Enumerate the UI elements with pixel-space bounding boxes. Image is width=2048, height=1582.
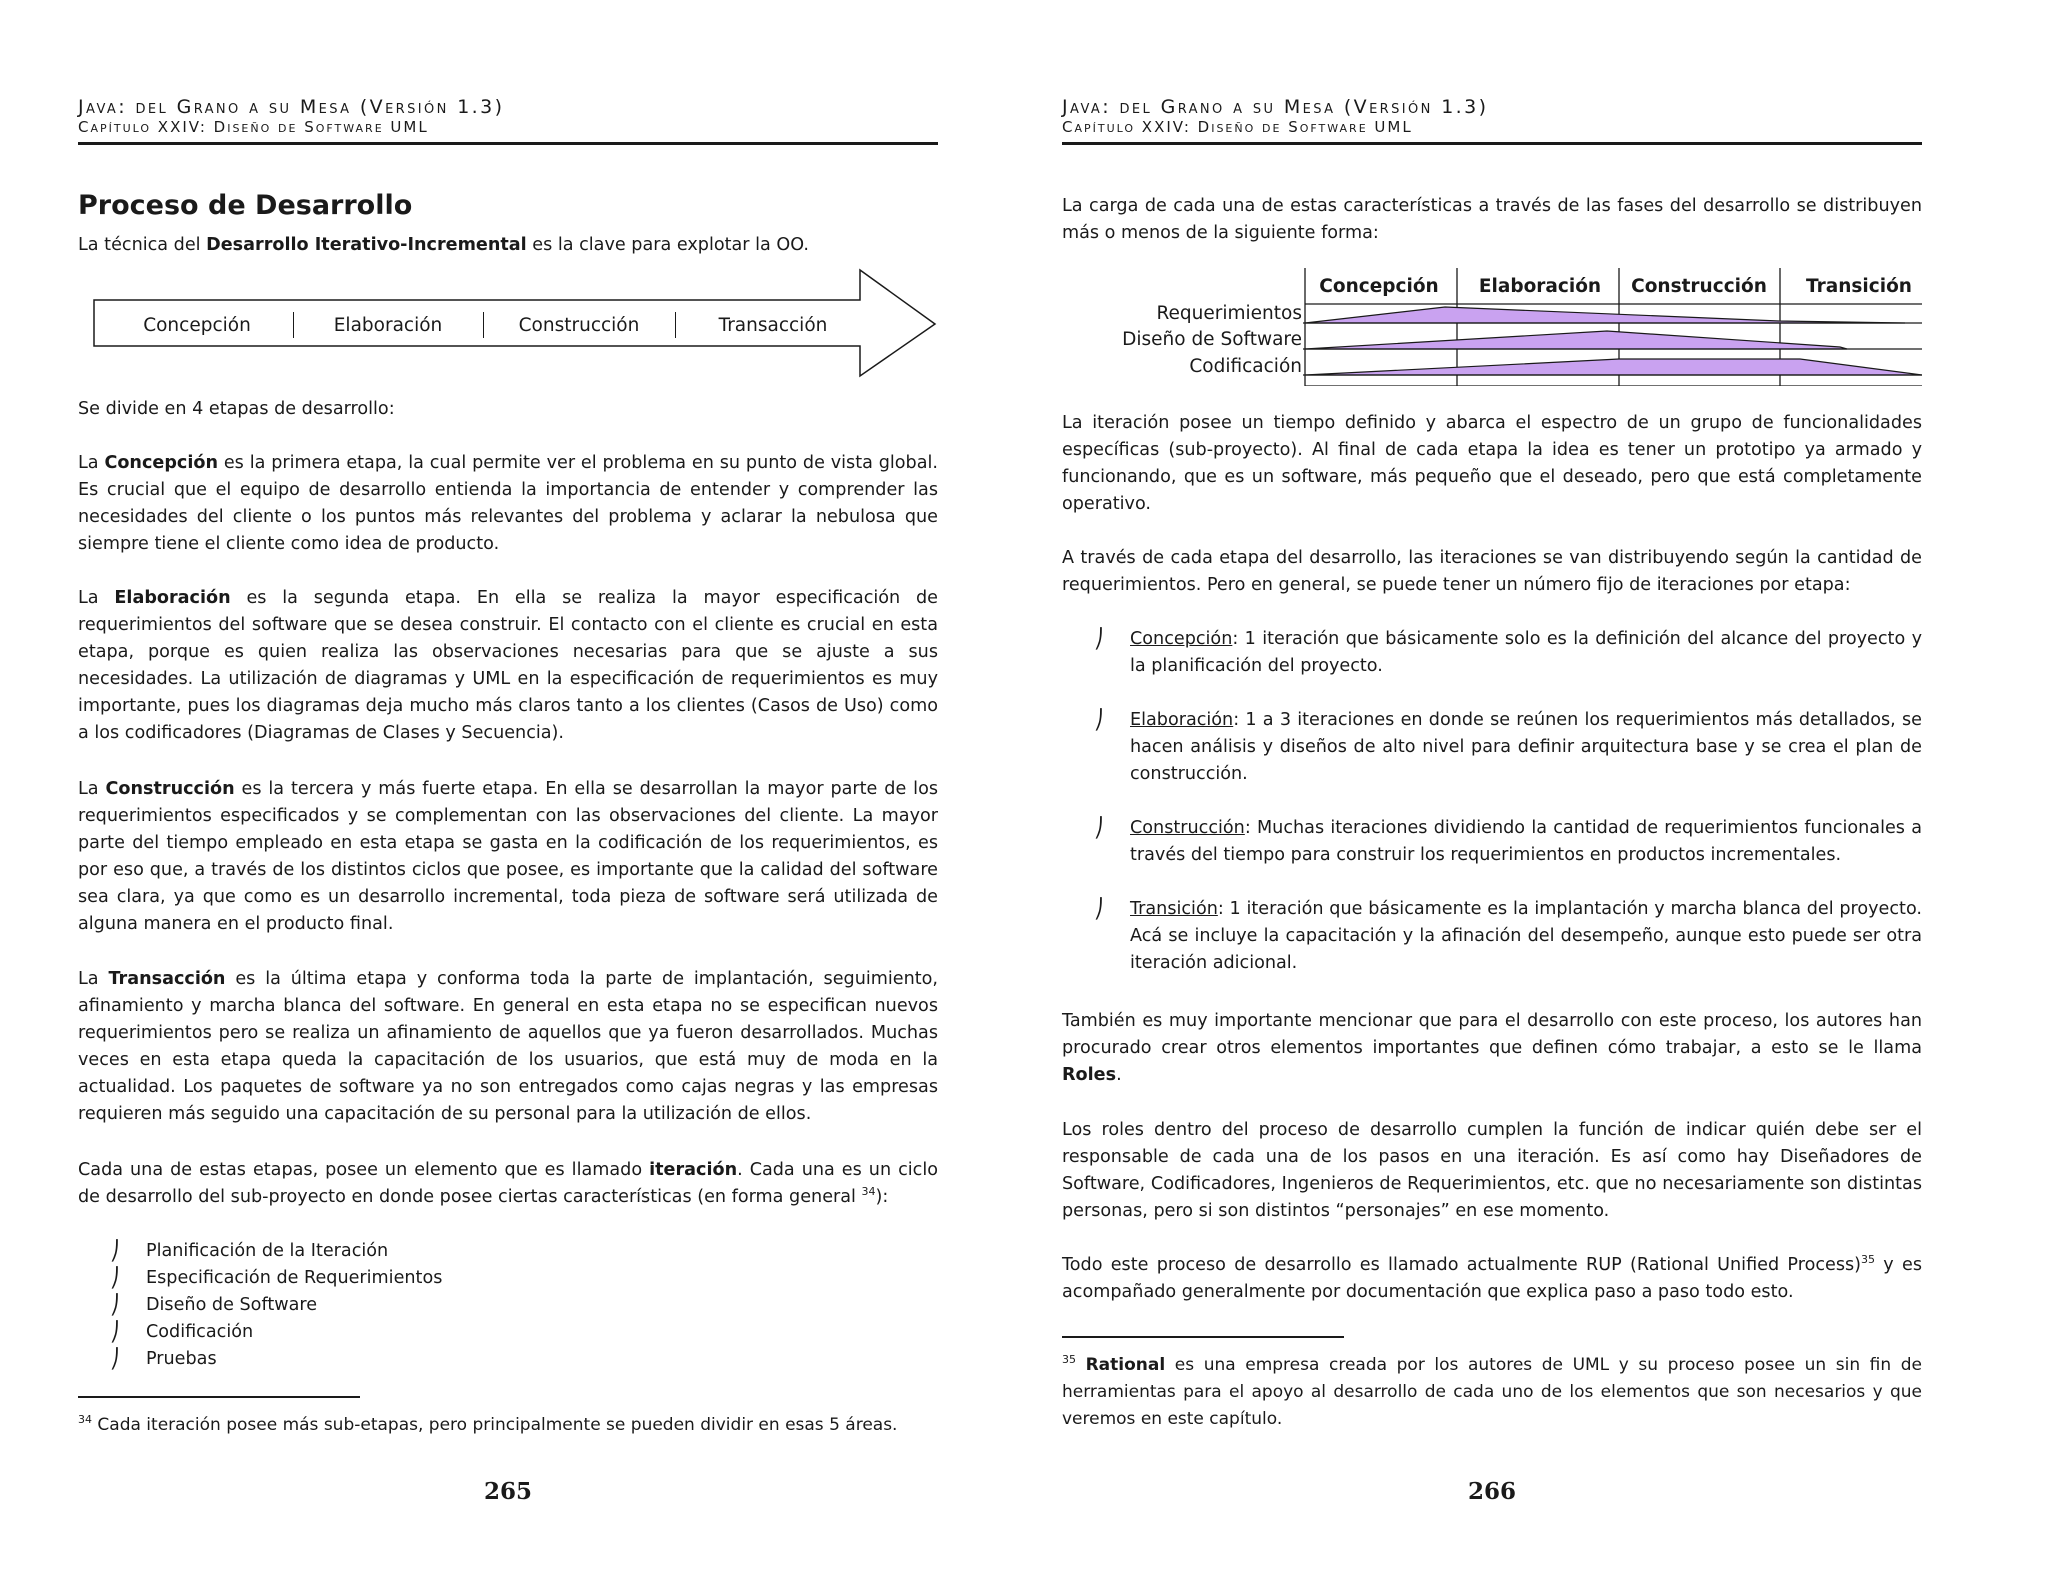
left-page bbox=[78, 0, 938, 1582]
list-item-text: Diseño de Software bbox=[146, 1295, 318, 1315]
chart-band-3 bbox=[1305, 359, 1922, 375]
list-item-term: Elaboración bbox=[1130, 710, 1234, 730]
phase-separator bbox=[483, 312, 484, 338]
paragraph-term: iteración bbox=[649, 1160, 738, 1180]
phase-label-elaboracion: Elaboración bbox=[333, 315, 443, 336]
paragraph-body: . Cada una es un ciclo de desarrollo del sub-proyecto en donde posee ciertas características (en forma general bbox=[78, 1160, 938, 1207]
list-item bbox=[78, 1346, 938, 1373]
list-item bbox=[78, 1238, 938, 1265]
paragraph-term: Elaboración bbox=[114, 588, 231, 608]
curved-bullet-icon: ⎠ bbox=[110, 1348, 120, 1370]
paragraph-transaccion bbox=[78, 966, 938, 1128]
iteration-distribution: A través de cada etapa del desarrollo, las iteraciones se van distribuyendo según la cantidad de requerimientos. Pero en general, se puede tener un número fijo de iteraciones por etapa: bbox=[1062, 548, 1922, 595]
footnote-text: es una empresa creada por los autores de UML y su proceso posee un sin fin de herramientas para el apoyo al desarrollo de cada uno de los elementos que son necesarios y que veremos en este capítulo. bbox=[1062, 1355, 1923, 1429]
curved-bullet-icon: ⎠ bbox=[110, 1294, 120, 1316]
chart-row-label: Diseño de Software bbox=[1122, 329, 1302, 350]
right-page bbox=[1062, 0, 1922, 1582]
paragraph-lead: La bbox=[78, 779, 106, 799]
iteration-paragraph bbox=[78, 1157, 938, 1211]
header-rule bbox=[78, 142, 938, 145]
paragraph-term: Roles bbox=[1062, 1065, 1117, 1085]
curved-bullet-icon: ⎠ bbox=[1094, 628, 1104, 650]
paragraph-term: Construcción bbox=[105, 779, 235, 799]
paragraph-elaboracion bbox=[78, 585, 938, 747]
list-item-text: : 1 iteración que básicamente es la implantación y marcha blanca del proyecto. Acá se incluye la capacitación y la afinación del desempeño, aunque esto puede ser otra iteración adicional. bbox=[1130, 899, 1922, 973]
footnote-mark: 34 bbox=[78, 1413, 92, 1426]
list-item bbox=[1062, 815, 1922, 869]
paragraph-lead: La bbox=[78, 453, 105, 473]
list-item bbox=[1062, 707, 1922, 788]
phase-load-chart bbox=[1062, 268, 1922, 386]
running-header-chapter: Capítulo XXIV: Diseño de Software UML bbox=[78, 118, 429, 136]
list-item-text: : Muchas iteraciones dividiendo la cantidad de requerimientos funcionales a través del tiempo para construir los requerimientos en productos incrementales. bbox=[1130, 818, 1922, 865]
paragraph-body: es la segunda etapa. En ella se realiza la mayor especificación de requerimientos del software que se desea construir. El contacto con el cliente es crucial en esta etapa, porque es quien realiza las observaciones necesarias para que se ajuste a sus necesidades. La utilización de diagramas y UML en la especificación de requerimientos es muy importante, pues los diagramas deja mucho más claros tanto a los clientes (Casos de Uso) como a los codificadores (Diagramas de Clases y Secuencia). bbox=[78, 588, 938, 743]
paragraph-body: es la tercera y más fuerte etapa. En ella se desarrollan la mayor parte de los requerimientos especificados y se complementan con las observaciones del cliente. La mayor parte del tiempo empleado en esta etapa se gasta en la codificación de los requerimientos, es por eso que, a través de los distintos ciclos que posee, es importante que la calidad del software sea clara, ya que como es un desarrollo incremental, toda pieza de software será utilizada de alguna manera en el producto final. bbox=[78, 779, 938, 934]
footnote-term: Rational bbox=[1085, 1355, 1166, 1375]
curved-bullet-icon: ⎠ bbox=[110, 1240, 120, 1262]
paragraph-body: es la primera etapa, la cual permite ver el problema en su punto de vista global. Es crucial que el equipo de desarrollo entienda la importancia de entender y comprender las necesidades del cliente o los puntos más relevantes del problema y aclarar la nebulosa que siempre tiene el cliente como idea de producto. bbox=[78, 453, 938, 554]
section-title: Proceso de Desarrollo bbox=[78, 190, 413, 221]
roles-detail: Los roles dentro del proceso de desarrollo cumplen la función de indicar quién debe ser el responsable de cada una de los pasos en una iteración. Es así como hay Diseñadores de Software, Codificadores, Ingenieros de Requerimientos, etc. que no necesariamente son distintas personas, pero si son distintos “personajes” en ese momento. bbox=[1062, 1120, 1922, 1221]
list-item-text: Planificación de la Iteración bbox=[146, 1241, 389, 1261]
list-item bbox=[78, 1292, 938, 1319]
footnote-rule bbox=[78, 1396, 360, 1398]
list-item-text: : 1 a 3 iteraciones en donde se reúnen los requerimientos más detallados, se hacen análisis y diseños de alto nivel para definir arquitectura base y se crea el plan de construcción. bbox=[1130, 710, 1922, 784]
running-header-title: Java: del Grano a su Mesa (Versión 1.3) bbox=[1062, 96, 1489, 118]
curved-bullet-icon: ⎠ bbox=[110, 1321, 120, 1343]
running-header bbox=[78, 96, 938, 145]
list-item-term: Concepción bbox=[1130, 629, 1233, 649]
chart-row-label: Codificación bbox=[1189, 356, 1302, 377]
paragraph-end: y es acompañado generalmente por documentación que explica paso a paso todo esto. bbox=[1062, 1255, 1922, 1302]
paragraph-end: . bbox=[1116, 1065, 1122, 1085]
paragraph-term: Concepción bbox=[104, 453, 218, 473]
list-item bbox=[78, 1265, 938, 1292]
header-rule bbox=[1062, 142, 1922, 145]
paragraph-lead: La bbox=[78, 969, 109, 989]
chart-band-2 bbox=[1305, 331, 1847, 349]
curved-bullet-icon: ⎠ bbox=[110, 1267, 120, 1289]
footnote-text: Cada iteración posee más sub-etapas, pero principalmente se pueden dividir en esas 5 áreas. bbox=[92, 1415, 898, 1435]
paragraph-lead: La bbox=[78, 588, 115, 608]
iteration-list bbox=[78, 1238, 938, 1373]
paragraph-body: Todo este proceso de desarrollo es llamado actualmente RUP (Rational Unified Process) bbox=[1062, 1255, 1862, 1275]
paragraph-body: es la última etapa y conforma toda la parte de implantación, seguimiento, afinamiento y marcha blanca del software. En general en esta etapa no se especifican nuevos requerimientos pero se realiza un afinamiento de aquellos que ya fueron desarrollados. Muchas veces en esta etapa queda la capacitación de los usuarios, que está muy de moda en la actualidad. Los paquetes de software ya no son entregados como cajas negras y las empresas requieren más seguido una capacitación de su personal para la utilización de ellos. bbox=[78, 969, 938, 1124]
phase-label-construccion: Construcción bbox=[518, 315, 640, 336]
phase-separator bbox=[293, 312, 294, 338]
intro-text-end: es la clave para explotar la OO. bbox=[526, 235, 809, 255]
footnote-ref-34[interactable]: 34 bbox=[861, 1185, 876, 1198]
list-item bbox=[78, 1319, 938, 1346]
running-header-title: Java: del Grano a su Mesa (Versión 1.3) bbox=[78, 96, 505, 118]
list-item-text: Pruebas bbox=[146, 1349, 217, 1369]
rup-paragraph bbox=[1062, 1252, 1922, 1306]
footnote-ref-35[interactable]: 35 bbox=[1861, 1253, 1876, 1266]
chart-column-header: Transición bbox=[1806, 276, 1912, 297]
list-item-term: Construcción bbox=[1130, 818, 1245, 838]
footnote-mark: 35 bbox=[1062, 1353, 1076, 1366]
chart-plot-area bbox=[1062, 268, 1922, 386]
paragraph-construccion bbox=[78, 776, 938, 938]
list-item-text: Codificación bbox=[146, 1322, 254, 1342]
paragraph-term: Transacción bbox=[108, 969, 226, 989]
list-item-term: Transición bbox=[1130, 899, 1218, 919]
list-item bbox=[1062, 896, 1922, 977]
phase-separator bbox=[675, 312, 676, 338]
chart-band-1 bbox=[1305, 307, 1905, 323]
footnote-34 bbox=[78, 1412, 938, 1439]
curved-bullet-icon: ⎠ bbox=[1094, 898, 1104, 920]
paragraph-lead: Cada una de estas etapas, posee un elemento que es llamado bbox=[78, 1160, 650, 1180]
chart-column-header: Elaboración bbox=[1478, 276, 1602, 297]
list-item-text: Especificación de Requerimientos bbox=[146, 1268, 443, 1288]
paragraph-concepcion bbox=[78, 450, 938, 558]
phase-arrow bbox=[93, 268, 938, 378]
footnote-35 bbox=[1062, 1352, 1922, 1433]
roles-paragraph bbox=[1062, 1008, 1922, 1089]
footnote-rule bbox=[1062, 1336, 1344, 1338]
intro-bold: Desarrollo Iterativo-Incremental bbox=[206, 235, 527, 255]
chart-column-header: Construcción bbox=[1631, 276, 1767, 297]
page-number: 266 bbox=[1467, 1478, 1516, 1505]
paragraph-end: ): bbox=[875, 1187, 889, 1207]
divide-line: Se divide en 4 etapas de desarrollo: bbox=[78, 399, 395, 419]
running-header-chapter: Capítulo XXIV: Diseño de Software UML bbox=[1062, 118, 1413, 136]
phase-label-transaccion: Transacción bbox=[718, 315, 828, 336]
intro-paragraph bbox=[78, 232, 938, 259]
running-header bbox=[1062, 96, 1922, 145]
phase-iteration-list bbox=[1062, 626, 1922, 1004]
iteration-definition: La iteración posee un tiempo definido y abarca el espectro de un grupo de funcionalidades específicas (sub-proyecto). Al final de cada etapa la idea es tener un prototipo ya armado y funcionando, que es un software, más pequeño que el deseado, pero que está completamente operativo. bbox=[1062, 413, 1922, 514]
chart-column-header: Concepción bbox=[1319, 276, 1439, 297]
intro-text: La técnica del bbox=[78, 235, 207, 255]
paragraph-body: También es muy importante mencionar que para el desarrollo con este proceso, los autores han procurado crear otros elementos importantes que definen cómo trabajar, a esto se le llama bbox=[1062, 1011, 1922, 1058]
chart-intro: La carga de cada una de estas características a través de las fases del desarrollo se distribuyen más o menos de la siguiente forma: bbox=[1062, 196, 1922, 243]
phase-label-concepcion: Concepción bbox=[143, 315, 251, 336]
curved-bullet-icon: ⎠ bbox=[1094, 709, 1104, 731]
list-item-text: : 1 iteración que básicamente solo es la definición del alcance del proyecto y la planificación del proyecto. bbox=[1130, 629, 1922, 676]
chart-row-label: Requerimientos bbox=[1156, 303, 1302, 324]
list-item bbox=[1062, 626, 1922, 680]
curved-bullet-icon: ⎠ bbox=[1094, 817, 1104, 839]
page-number: 265 bbox=[483, 1478, 532, 1505]
